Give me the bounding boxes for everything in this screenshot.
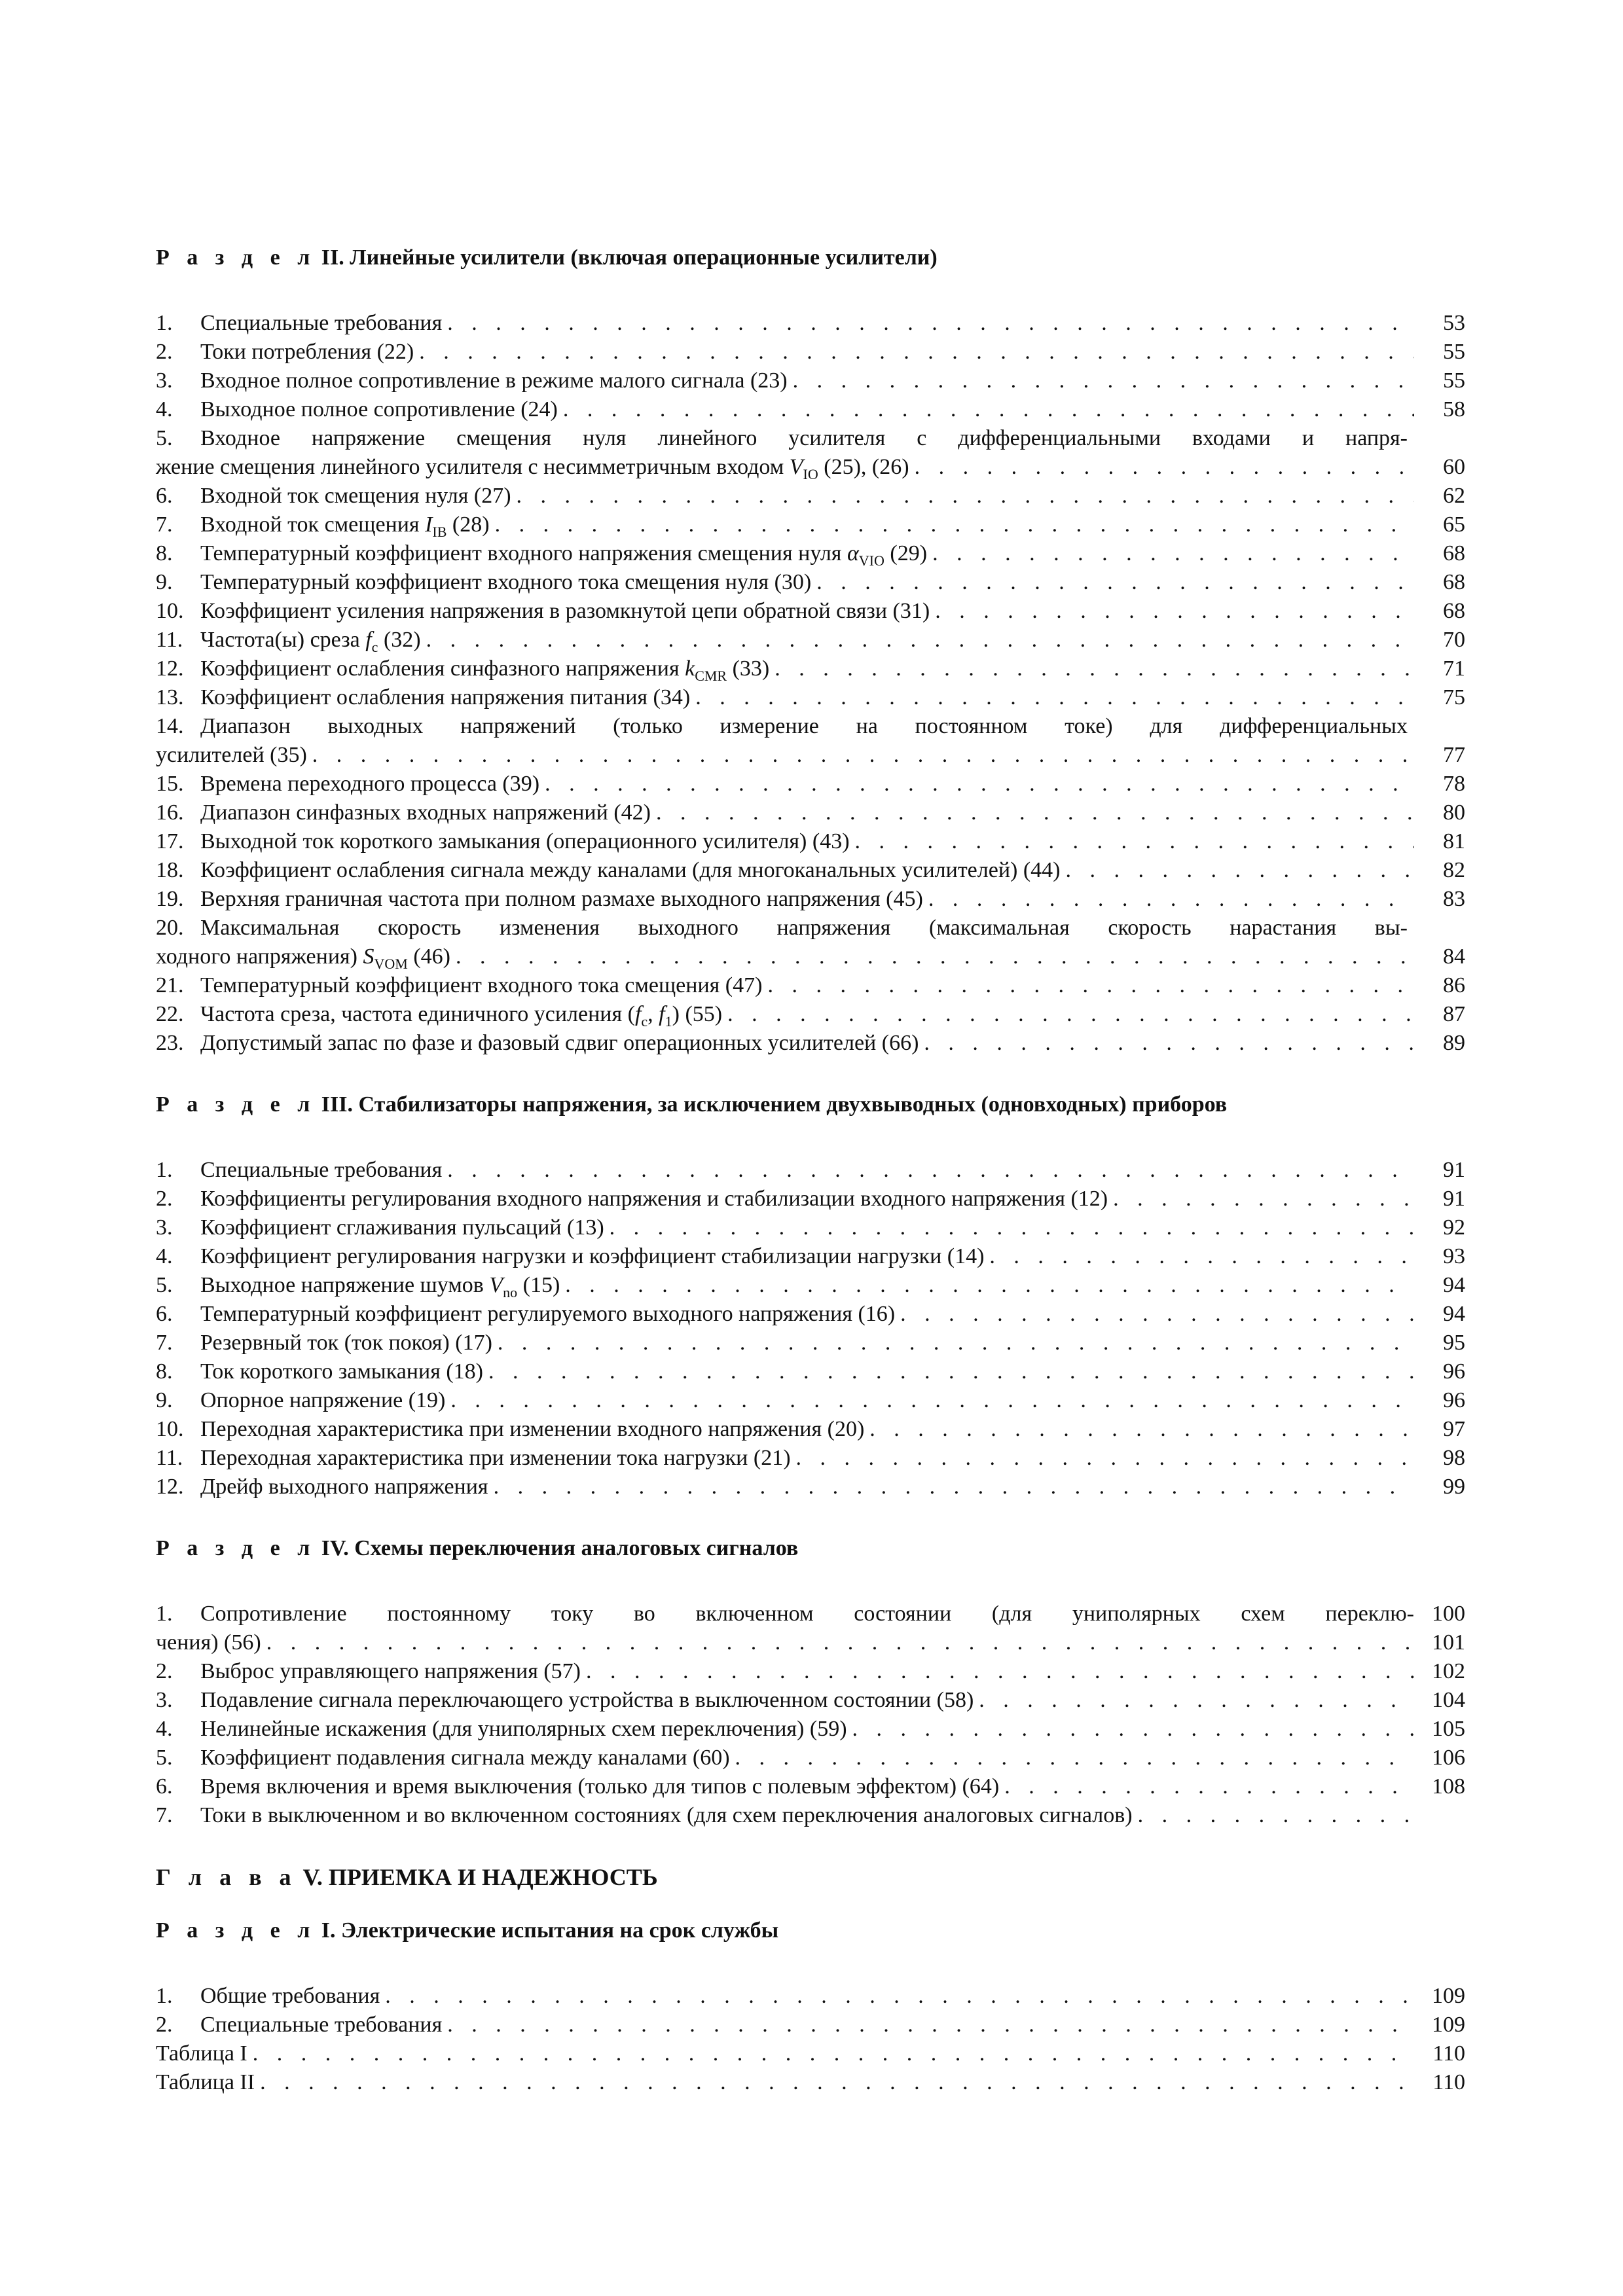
entry-text: Опорное напряжение (19) [200,1388,446,1412]
entry-page: 108 [1432,1774,1465,1799]
toc-entry [156,309,1465,338]
dot-leader [989,1242,1414,1271]
dot-leader [869,1415,1414,1444]
dot-leader [266,1628,1414,1657]
table-of-contents [156,243,1465,2097]
entry-text: Максимальная скорость изменения выходного напряжения (максимальная скорость нарастания вы- [200,916,1408,940]
toc-entry [156,597,1465,626]
dot-leader [447,309,1414,338]
subscript: no [503,1283,518,1300]
toc-entry [156,338,1465,367]
entry-text: Температурный коэффициент входного тока смещения нуля (30) [200,570,812,594]
entry-number: 13. [156,685,184,709]
entry-number: 10. [156,599,184,623]
dot-leader [565,1271,1414,1300]
heading-prefix: Р а з д е л [156,1536,316,1560]
heading-prefix: Р а з д е л [156,245,316,270]
entry-text: Коэффициент усиления напряжения в разомкнутой цепи обратной связи (31) [200,599,930,623]
dot-leader [419,338,1414,367]
toc-entry [156,1329,1465,1357]
entry-page: 104 [1432,1688,1465,1712]
entry-text: Дрейф выходного напряжения [200,1475,488,1499]
toc-entry [156,683,1465,712]
entry-page: 71 [1443,656,1465,681]
entry-page: 99 [1443,1475,1465,1499]
entry-page: 80 [1443,800,1465,825]
entry-text: Таблица II [156,2070,255,2094]
entry-text: Таблица I [156,2041,247,2066]
entry-text: чения) (56) [156,1630,261,1655]
dot-leader [855,827,1414,856]
entry-page: 62 [1443,484,1465,508]
entry-page: 94 [1443,1302,1465,1326]
entry-page: 109 [1432,2013,1465,2037]
subscript: IB [432,523,447,540]
entry-text: Температурный коэффициент входного тока смещения (47) [200,973,763,997]
entry-text: усилителей (35) [156,743,307,767]
entry-number: 4. [156,397,173,422]
entry-number: 15. [156,772,184,796]
entry-text: Ток короткого замыкания (18) [200,1359,483,1384]
toc-entry [156,2011,1465,2039]
entry-number: 6. [156,1774,173,1799]
toc-entry [156,1801,1465,1830]
entry-page: 68 [1443,599,1465,623]
entry-text: ходного напряжения) $S_{VOM}$ (46) [156,944,450,972]
entry-text: жение смещения линейного усилителя с несимметричным входом $V_{IO}$ (25), (26) [156,455,909,482]
dot-leader [1065,856,1414,885]
toc-list-chapter-5-section-1 [156,1982,1465,2097]
entry-number: 18. [156,858,184,882]
entry-page: 68 [1443,541,1465,565]
entry-number: 17. [156,829,184,853]
toc-entry [156,2068,1465,2097]
dot-leader [1113,1185,1414,1213]
toc-list-section-3 [156,1156,1465,1501]
entry-page: 110 [1432,2070,1465,2094]
toc-entry [156,1300,1465,1329]
subscript: VIO [858,552,884,569]
entry-text: Специальные требования [200,1158,443,1182]
entry-text: Выходное полное сопротивление (24) [200,397,558,422]
variable-symbol: f [365,628,372,652]
entry-number: 3. [156,1688,173,1712]
entry-number: 8. [156,1359,173,1384]
toc-entry [156,539,1465,568]
entry-text: Коэффициент регулирования нагрузки и коэффициент стабилизации нагрузки (14) [200,1244,985,1268]
entry-page: 89 [1443,1031,1465,1055]
heading-title: II. Линейные усилители (включая операционные усилители) [321,245,938,270]
entry-number: 9. [156,570,173,594]
entry-number: 5. [156,426,173,450]
entry-text: Специальные требования [200,311,443,335]
entry-page: 91 [1443,1158,1465,1182]
entry-page: 70 [1443,628,1465,652]
entry-number: 1. [156,1984,173,2008]
toc-entry-line [156,914,1465,942]
dot-leader [517,482,1414,511]
entry-text: Выходное напряжение шумов $V_{no}$ (15) [200,1273,560,1300]
dot-leader [796,1444,1414,1473]
chapter-heading [156,1863,1465,1892]
entry-page: 77 [1443,743,1465,767]
entry-number: 22. [156,1002,184,1026]
dot-leader [494,1473,1414,1501]
toc-entry [156,770,1465,798]
toc-entry-line [156,741,1465,770]
entry-page: 96 [1443,1388,1465,1412]
entry-text: Время включения и время выключения (только для типов с полевым эффектом) (64) [200,1774,1000,1799]
entry-number: 12. [156,656,184,681]
dot-leader [260,2068,1414,2097]
entry-number: 11. [156,1446,183,1470]
entry-page: 86 [1443,973,1465,997]
entry-text: Коэффициенты регулирования входного напряжения и стабилизации входного напряжения (12) [200,1187,1108,1211]
entry-page: 82 [1443,858,1465,882]
entry-text: Выходной ток короткого замыкания (операционного усилителя) (43) [200,829,850,853]
dot-leader [312,741,1414,770]
entry-number: 1. [156,311,173,335]
dot-leader [979,1686,1414,1715]
entry-page: 110 [1432,2041,1465,2066]
toc-entry [156,1213,1465,1242]
entry-page: 94 [1443,1273,1465,1297]
toc-entry [156,1715,1465,1744]
toc-entry [156,655,1465,683]
heading-prefix: Р а з д е л [156,1918,316,1943]
entry-page: 83 [1443,887,1465,911]
dot-leader [426,626,1414,655]
toc-entry [156,856,1465,885]
toc-entry [156,971,1465,1000]
entry-number: 2. [156,1659,173,1683]
entry-number: 2. [156,1187,173,1211]
dot-leader [932,539,1414,568]
toc-entry [156,482,1465,511]
entry-page: 53 [1443,311,1465,335]
entry-text: Резервный ток (ток покоя) (17) [200,1331,492,1355]
entry-number: 9. [156,1388,173,1412]
entry-number: 6. [156,484,173,508]
dot-leader [852,1715,1414,1744]
section-heading [156,1090,1465,1119]
entry-text: Коэффициент ослабления напряжения питания (34) [200,685,691,709]
entry-text: Коэффициент ослабления синфазного напряжения $k_{CMR}$ (33) [200,656,770,684]
toc-entry-line [156,424,1465,453]
toc-entry [156,511,1465,539]
dot-leader [456,942,1414,971]
entry-number: 4. [156,1244,173,1268]
toc-entry-line [156,942,1465,971]
toc-entry-line [156,1628,1465,1657]
dot-leader [695,683,1414,712]
dot-leader [498,1329,1414,1357]
entry-number: 16. [156,800,184,825]
entry-page: 60 [1443,455,1465,479]
toc-entry-line [156,453,1465,482]
entry-number: 10. [156,1417,184,1441]
dot-leader [915,453,1414,482]
entry-text: Температурный коэффициент входного напряжения смещения нуля $\alpha_{VIO}$ (29) [200,541,928,569]
dot-leader [610,1213,1414,1242]
toc-entry [156,367,1465,395]
toc-entry [156,626,1465,655]
entry-page: 106 [1432,1746,1465,1770]
variable-symbol: S [363,944,374,969]
entry-text: Входной ток смещения нуля (27) [200,484,511,508]
entry-text: Частота(ы) среза $f_c$ (32) [200,628,421,655]
dot-leader [900,1300,1414,1329]
toc-entry [156,1000,1465,1029]
toc-entry [156,1473,1465,1501]
dot-leader [447,1156,1414,1185]
dot-leader [767,971,1414,1000]
dot-leader [727,1000,1414,1029]
entry-text: Температурный коэффициент регулируемого выходного напряжения (16) [200,1302,896,1326]
entry-number: 21. [156,973,184,997]
dot-leader [488,1357,1414,1386]
toc-entry [156,885,1465,914]
toc-entry [156,1357,1465,1386]
entry-number: 7. [156,1331,173,1355]
heading-title: V. ПРИЕМКА И НАДЕЖНОСТЬ [302,1864,658,1890]
entry-number: 7. [156,1803,173,1827]
subscript: CMR [695,667,727,684]
entry-page: 68 [1443,570,1465,594]
entry-text: Специальные требования [200,2013,443,2037]
entry-text: Выброс управляющего напряжения (57) [200,1659,581,1683]
entry-text: Токи в выключенном и во включенном состояниях (для схем переключения аналоговых сигналов) [200,1803,1133,1827]
entry-page: 96 [1443,1359,1465,1384]
entry-page: 58 [1443,397,1465,422]
subscript: 1 [665,1013,672,1030]
variable-symbol: f [659,1002,665,1026]
dot-leader [450,1386,1414,1415]
toc-entry [156,395,1465,424]
entry-page: 81 [1443,829,1465,853]
toc-entry [156,1242,1465,1271]
entry-text: Коэффициент ослабления сигнала между каналами (для многоканальных усилителей) (44) [200,858,1061,882]
entry-page: 84 [1443,944,1465,969]
entry-number: 2. [156,340,173,364]
toc-entry [156,1156,1465,1185]
dot-leader [1138,1801,1414,1830]
entry-number: 6. [156,1302,173,1326]
entry-page: 78 [1443,772,1465,796]
dot-leader [928,885,1414,914]
toc-entry [156,1772,1465,1801]
entry-number: 1. [156,1602,173,1626]
toc-entry [156,798,1465,827]
toc-entry [156,2039,1465,2068]
dot-leader [586,1657,1414,1686]
toc-entry [156,1744,1465,1772]
entry-number: 23. [156,1031,184,1055]
entry-page: 55 [1443,368,1465,393]
toc-entry [156,1185,1465,1213]
dot-leader [656,798,1414,827]
section-heading [156,1916,1465,1945]
toc-entry [156,1686,1465,1715]
dot-leader [545,770,1414,798]
heading-title: IV. Схемы переключения аналоговых сигналов [321,1536,799,1560]
entry-number: 12. [156,1475,184,1499]
dot-leader [447,2011,1414,2039]
toc-entry [156,1415,1465,1444]
entry-text: Нелинейные искажения (для униполярных схем переключения) (59) [200,1717,847,1741]
dot-leader [793,367,1414,395]
entry-text: Переходная характеристика при изменении тока нагрузки (21) [200,1446,791,1470]
variable-symbol: V [789,455,803,479]
entry-number: 3. [156,1215,173,1240]
toc-list-section-4 [156,1600,1465,1830]
entry-page: 97 [1443,1417,1465,1441]
entry-number: 11. [156,628,183,652]
entry-number: 20. [156,916,184,940]
variable-symbol: α [847,541,859,565]
entry-text: Верхняя граничная частота при полном размахе выходного напряжения (45) [200,887,923,911]
entry-number: 4. [156,1717,173,1741]
entry-text: Времена переходного процесса (39) [200,772,540,796]
dot-leader [735,1744,1414,1772]
entry-page: 109 [1432,1984,1465,2008]
entry-text: Входное полное сопротивление в режиме малого сигнала (23) [200,368,788,393]
toc-list-section-2 [156,309,1465,1058]
entry-text: Коэффициент сглаживания пульсаций (13) [200,1215,604,1240]
entry-page: 101 [1432,1630,1465,1655]
heading-title: III. Стабилизаторы напряжения, за исключением двухвыводных (одновходных) приборов [321,1092,1228,1117]
variable-symbol: V [489,1273,503,1297]
entry-page: 92 [1443,1215,1465,1240]
entry-text: Токи потребления (22) [200,340,414,364]
dot-leader [935,597,1414,626]
dot-leader [385,1982,1414,2011]
dot-leader [563,395,1414,424]
dot-leader [816,568,1414,597]
entry-text: Допустимый запас по фазе и фазовый сдвиг операционных усилителей (66) [200,1031,919,1055]
dot-leader [253,2039,1414,2068]
toc-entry [156,568,1465,597]
entry-text: Коэффициент подавления сигнала между каналами (60) [200,1746,730,1770]
toc-entry [156,1386,1465,1415]
entry-text: Общие требования [200,1984,380,2008]
subscript: c [371,638,378,655]
section-heading [156,1534,1465,1563]
subscript: VOM [374,955,408,972]
entry-page: 98 [1443,1446,1465,1470]
variable-symbol: I [425,512,433,537]
entry-number: 5. [156,1273,173,1297]
toc-entry [156,827,1465,856]
toc-entry [156,1271,1465,1300]
entry-text: Сопротивление постоянному току во включенном состоянии (для униполярных схем переклю- [200,1602,1414,1626]
entry-number: 2. [156,2013,173,2037]
entry-page: 93 [1443,1244,1465,1268]
entry-number: 1. [156,1158,173,1182]
entry-text: Входное напряжение смещения нуля линейного усилителя с дифференциальными входами и напря- [200,426,1408,450]
entry-text: Частота среза, частота единичного усиления ($f_c$, $f_1$) (55) [200,1002,723,1030]
toc-entry [156,1657,1465,1686]
section-heading [156,243,1465,272]
dot-leader [775,655,1414,683]
dot-leader [1004,1772,1414,1801]
entry-page: 75 [1443,685,1465,709]
toc-entry-line [156,1600,1465,1628]
entry-number: 5. [156,1746,173,1770]
toc-entry [156,1444,1465,1473]
variable-symbol: k [685,656,695,681]
heading-title: I. Электрические испытания на срок службы [321,1918,779,1943]
entry-page: 65 [1443,512,1465,537]
entry-text: Входной ток смещения $I_{IB}$ (28) [200,512,490,540]
entry-number: 8. [156,541,173,565]
dot-leader [924,1029,1414,1058]
entry-number: 7. [156,512,173,537]
heading-prefix: Р а з д е л [156,1092,316,1117]
heading-prefix: Г л а в а [156,1864,297,1890]
variable-symbol: f [634,1002,642,1026]
subscript: IO [803,465,818,482]
entry-page: 95 [1443,1331,1465,1355]
entry-page: 100 [1432,1602,1465,1626]
subscript: c [641,1013,648,1030]
entry-text: Диапазон выходных напряжений (только измерение на постоянном токе) для дифференциальных [200,714,1408,738]
entry-page: 87 [1443,1002,1465,1026]
toc-entry [156,1029,1465,1058]
toc-entry [156,1982,1465,2011]
entry-text: Подавление сигнала переключающего устройства в выключенном состоянии (58) [200,1688,974,1712]
entry-text: Переходная характеристика при изменении входного напряжения (20) [200,1417,865,1441]
entry-number: 3. [156,368,173,393]
entry-text: Диапазон синфазных входных напряжений (42) [200,800,651,825]
entry-page: 102 [1432,1659,1465,1683]
entry-number: 19. [156,887,184,911]
entry-page: 91 [1443,1187,1465,1211]
entry-number: 14. [156,714,184,738]
entry-page: 55 [1443,340,1465,364]
toc-entry-line [156,712,1465,741]
entry-page: 105 [1432,1717,1465,1741]
dot-leader [495,511,1414,539]
